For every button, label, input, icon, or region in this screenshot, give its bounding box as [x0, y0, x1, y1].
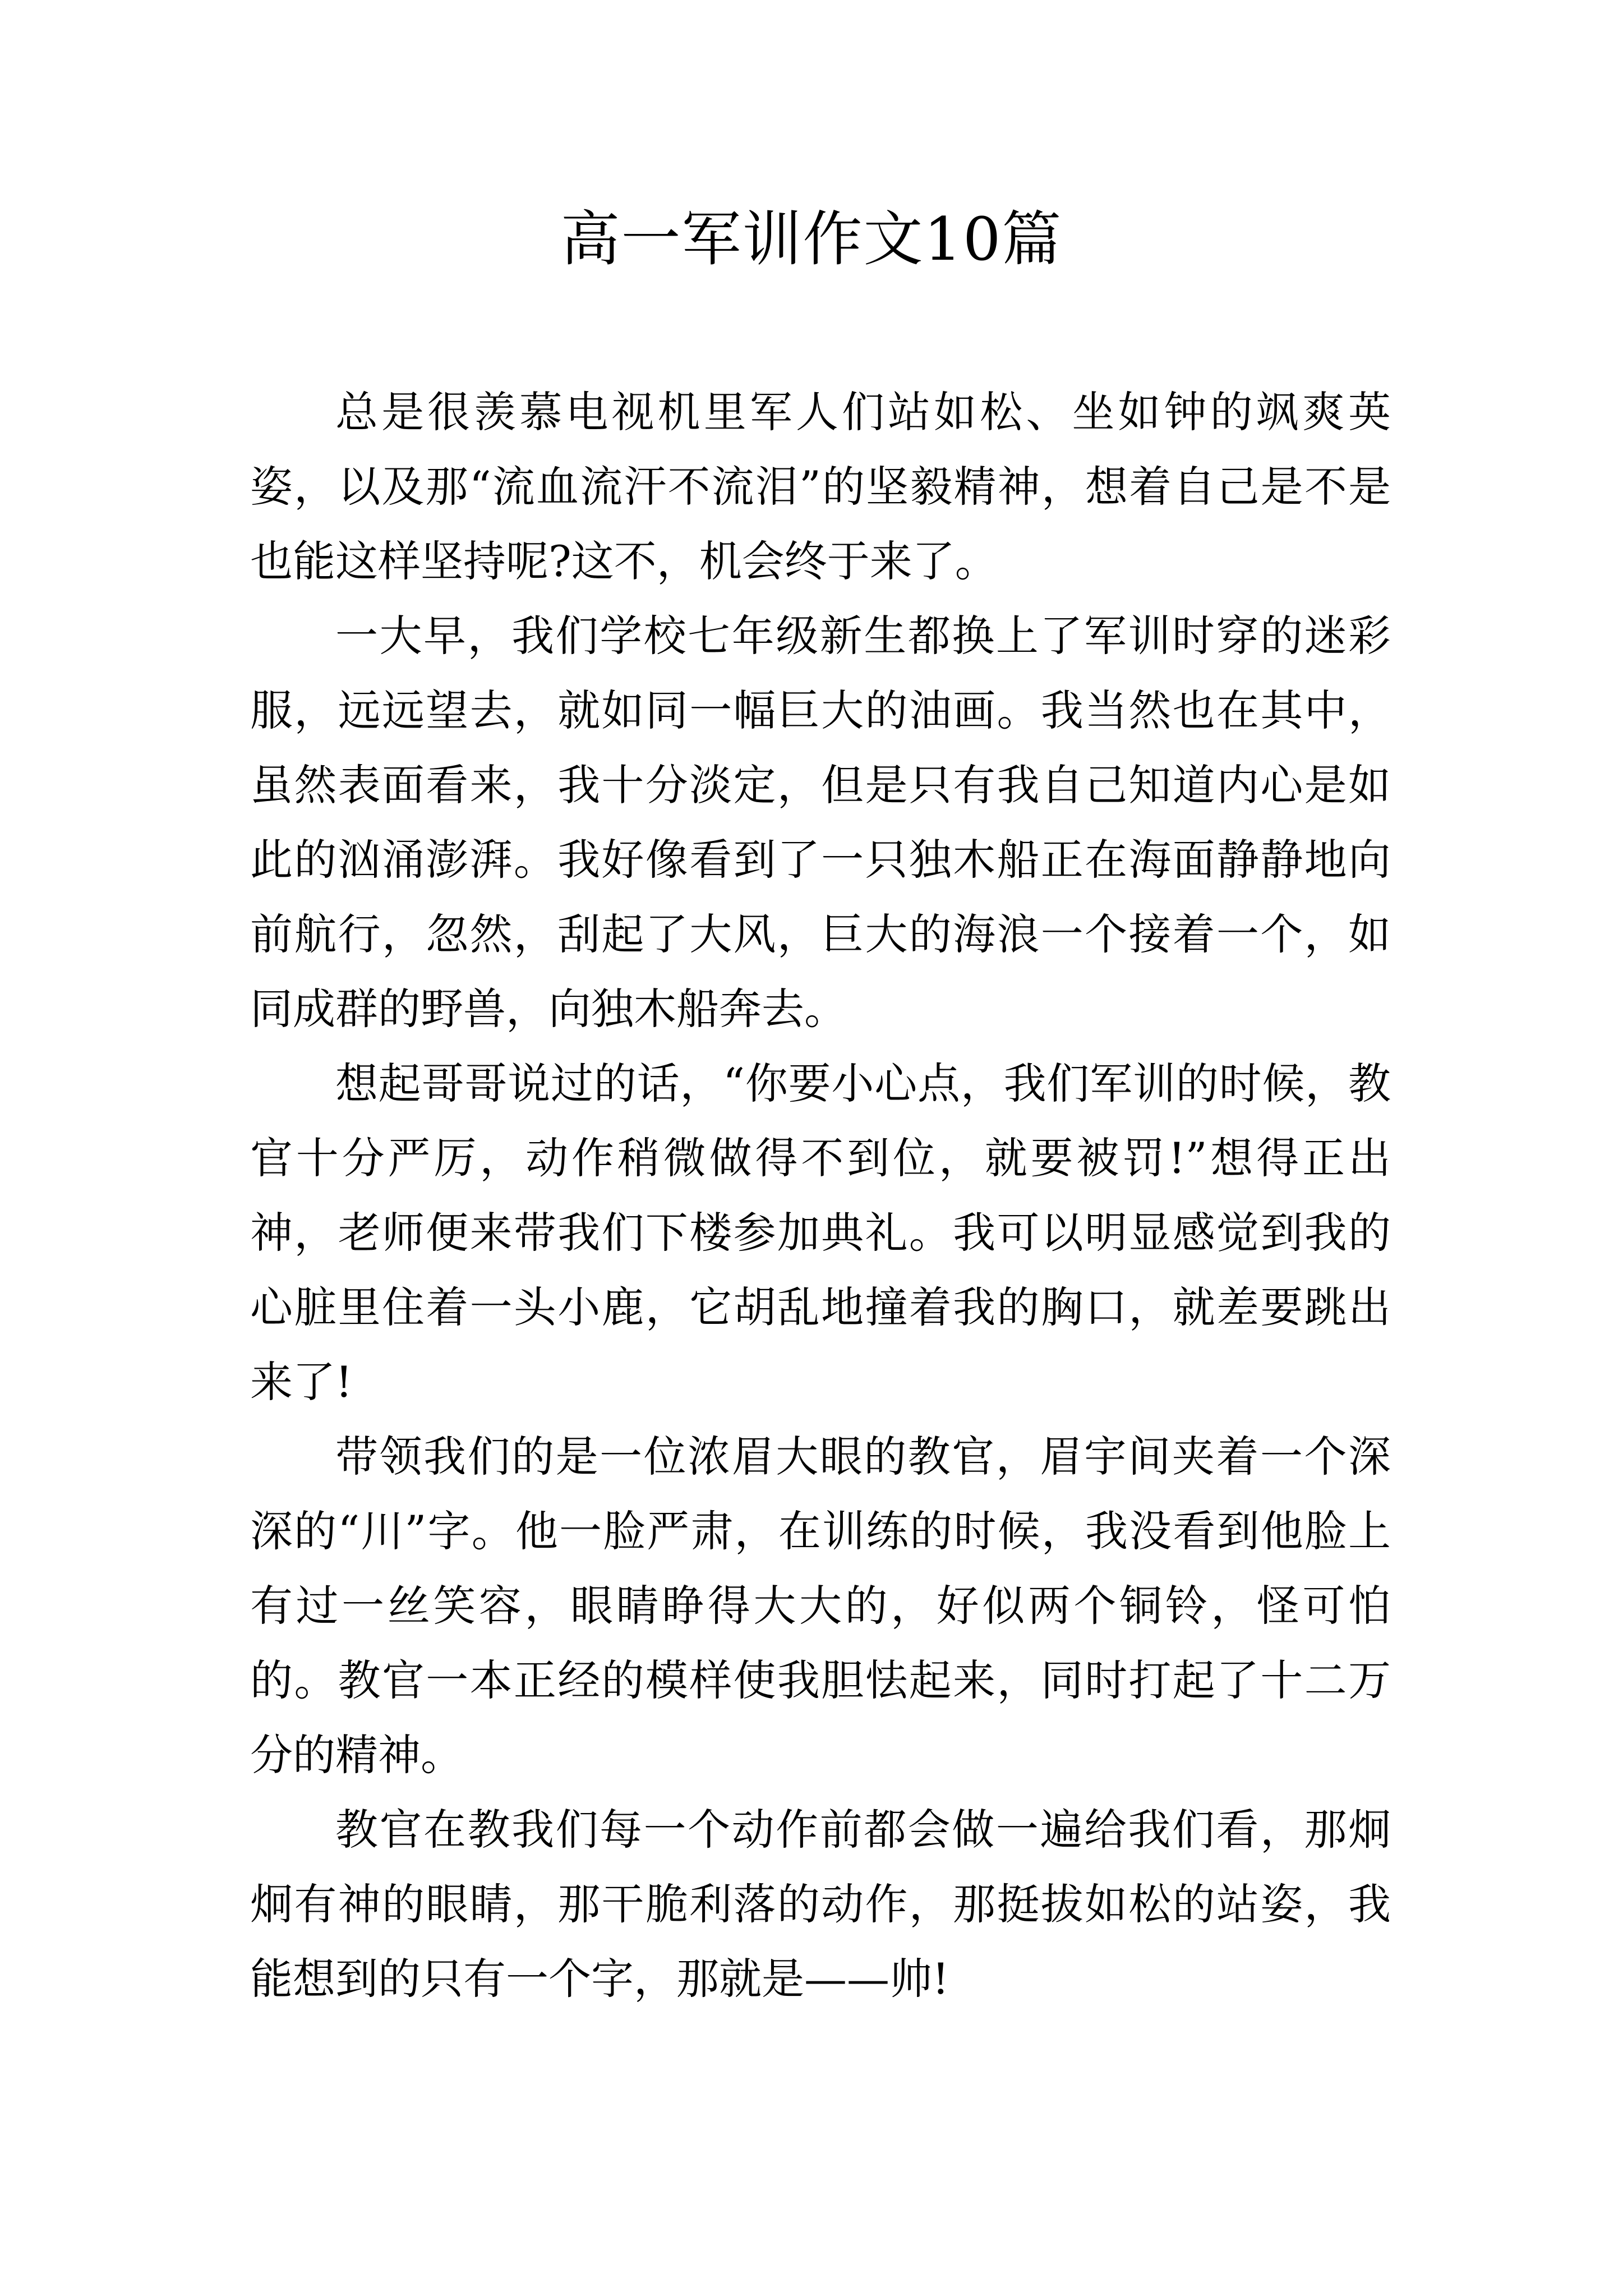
paragraph: 教官在教我们每一个动作前都会做一遍给我们看，那炯炯有神的眼睛，那干脆利落的动作，那挺拔如松的站姿，我能想到的只有一个字，那就是——帅!	[250, 1805, 1391, 2004]
paragraph: 带领我们的是一位浓眉大眼的教官，眉宇间夹着一个深深的“川”字。他一脸严肃，在训练的时候，我没看到他脸上有过一丝笑容，眼睛睁得大大的，好似两个铜铃，怪可怕的。教官一本正经的模样使我胆怯起来，同时打起了十二万分的精神。	[250, 1432, 1391, 1780]
document-body	[250, 375, 1391, 2016]
paragraph: 总是很羡慕电视机里军人们站如松、坐如钟的飒爽英姿，以及那“流血流汗不流泪”的坚毅精神，想着自己是不是也能这样坚持呢?这不，机会终于来了。	[250, 387, 1391, 586]
paragraph: 一大早，我们学校七年级新生都换上了军训时穿的迷彩服，远远望去，就如同一幅巨大的油画。我当然也在其中，虽然表面看来，我十分淡定，但是只有我自己知道内心是如此的汹涌澎湃。我好像看到了一只独木船正在海面静静地向前航行，忽然，刮起了大风，巨大的海浪一个接着一个，如同成群的野兽，向独木船奔去。	[250, 611, 1391, 1034]
document-title: 高一军训作文10篇	[560, 205, 1063, 274]
paragraph: 想起哥哥说过的话，“你要小心点，我们军训的时候，教官十分严厉，动作稍微做得不到位，就要被罚!”想得正出神，老师便来带我们下楼参加典礼。我可以明显感觉到我的心脏里住着一头小鹿，它胡乱地撞着我的胸口，就差要跳出来了!	[250, 1059, 1391, 1407]
